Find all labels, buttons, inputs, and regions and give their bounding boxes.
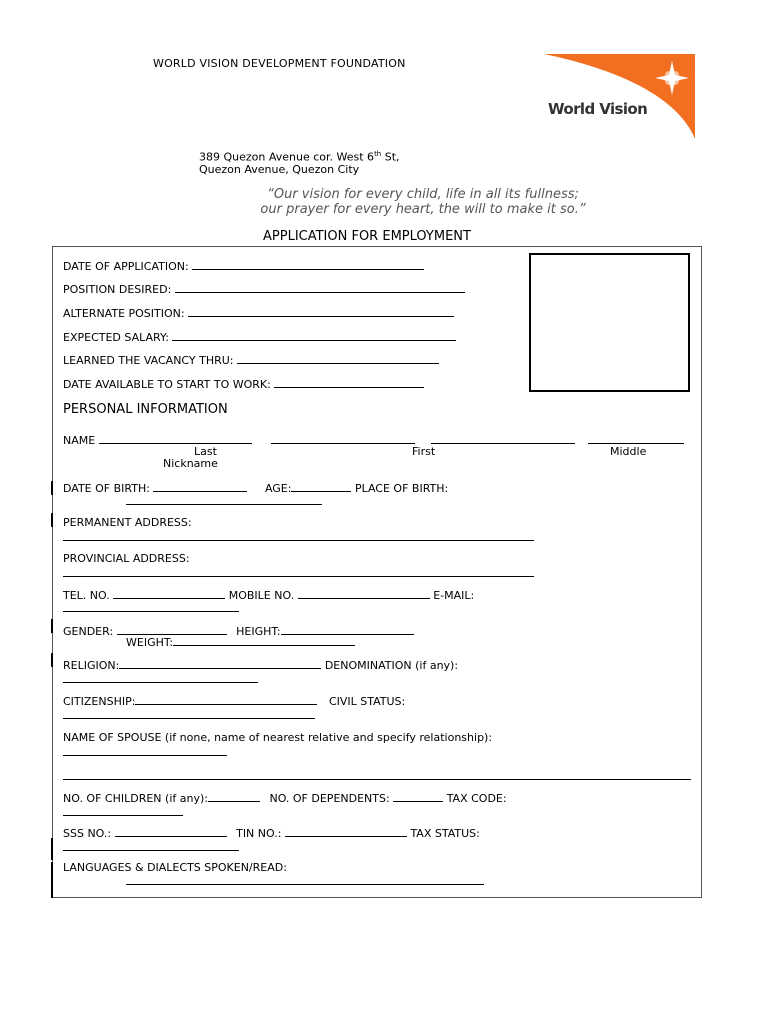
last-name-field[interactable] bbox=[99, 433, 252, 444]
world-vision-logo bbox=[540, 52, 700, 142]
sss-no-field[interactable] bbox=[115, 826, 227, 837]
religion-label: RELIGION: bbox=[63, 659, 120, 672]
position-desired-label: POSITION DESIRED: bbox=[63, 283, 172, 296]
spouse-cont-1 bbox=[63, 745, 227, 759]
denomination-cont bbox=[63, 672, 258, 686]
civil-status-label: CIVIL STATUS: bbox=[328, 695, 406, 708]
provincial-address-field[interactable] bbox=[63, 566, 534, 577]
spouse-field-1[interactable] bbox=[63, 745, 227, 756]
tax-status-cont bbox=[63, 840, 239, 854]
permanent-address-field[interactable] bbox=[63, 530, 534, 541]
expected-salary-field[interactable] bbox=[172, 330, 456, 341]
margin-bar bbox=[51, 619, 53, 633]
weight-label: WEIGHT: bbox=[126, 636, 174, 649]
birth-row bbox=[63, 481, 448, 495]
place-of-birth-field[interactable] bbox=[126, 494, 322, 505]
alternate-position-label: ALTERNATE POSITION: bbox=[63, 307, 185, 320]
logo-wordmark: World Vision bbox=[548, 100, 648, 118]
place-of-birth-label: PLACE OF BIRTH: bbox=[354, 482, 449, 495]
tel-no-label: TEL. NO. bbox=[63, 589, 110, 602]
no-of-children-label: NO. OF CHILDREN (if any): bbox=[63, 792, 208, 805]
address-line-2: Quezon Avenue, Quezon City bbox=[199, 163, 360, 176]
alternate-position-field[interactable] bbox=[188, 306, 454, 317]
civil-status-cont bbox=[63, 708, 315, 722]
date-available-row bbox=[63, 377, 424, 391]
date-available-label: DATE AVAILABLE TO START TO WORK: bbox=[63, 378, 271, 391]
provincial-address-label: PROVINCIAL ADDRESS: bbox=[63, 552, 190, 565]
motto-line-1: “Our vision for every child, life in all its fullness; bbox=[267, 187, 579, 202]
sub-label-first: First bbox=[412, 445, 436, 458]
name-of-spouse-label: NAME OF SPOUSE (if none, name of nearest relative and specify relationship): bbox=[63, 731, 493, 744]
form-title: APPLICATION FOR EMPLOYMENT bbox=[263, 229, 471, 244]
date-of-application-field[interactable] bbox=[192, 259, 424, 270]
spouse-cont-2 bbox=[63, 769, 691, 783]
expected-salary-label: EXPECTED SALARY: bbox=[63, 331, 169, 344]
tin-no-field[interactable] bbox=[285, 826, 407, 837]
tax-code-label: TAX CODE: bbox=[446, 792, 507, 805]
height-field[interactable] bbox=[281, 624, 414, 635]
position-desired-row bbox=[63, 282, 465, 296]
weight-row bbox=[126, 635, 355, 649]
contact-row bbox=[63, 588, 474, 602]
permanent-address-label: PERMANENT ADDRESS: bbox=[63, 516, 192, 529]
email-label: E-MAIL: bbox=[433, 589, 475, 602]
email-cont bbox=[63, 601, 239, 615]
alternate-position-row bbox=[63, 306, 454, 320]
permanent-address-cont bbox=[63, 530, 534, 544]
no-of-children-field[interactable] bbox=[208, 791, 260, 802]
world-vision-logo-mark bbox=[540, 52, 700, 142]
citizenship-row bbox=[63, 694, 405, 708]
languages-label: LANGUAGES & DIALECTS SPOKEN/READ: bbox=[63, 861, 287, 874]
citizenship-label: CITIZENSHIP: bbox=[63, 695, 136, 708]
age-label: AGE: bbox=[264, 482, 292, 495]
tax-code-field[interactable] bbox=[63, 805, 183, 816]
civil-status-field[interactable] bbox=[63, 708, 315, 719]
sss-no-label: SSS NO.: bbox=[63, 827, 112, 840]
mobile-no-label: MOBILE NO. bbox=[228, 589, 295, 602]
gender-field[interactable] bbox=[117, 624, 227, 635]
date-of-birth-label: DATE OF BIRTH: bbox=[63, 482, 150, 495]
name-row bbox=[63, 433, 684, 447]
sub-label-nickname: Nickname bbox=[163, 457, 218, 470]
citizenship-field[interactable] bbox=[135, 694, 317, 705]
email-field[interactable] bbox=[63, 601, 239, 612]
date-of-application-row bbox=[63, 259, 424, 273]
position-desired-field[interactable] bbox=[175, 282, 465, 293]
tax-code-cont bbox=[63, 805, 183, 819]
sss-row bbox=[63, 826, 480, 840]
age-field[interactable] bbox=[291, 481, 351, 492]
expected-salary-row bbox=[63, 330, 456, 344]
margin-bar bbox=[51, 838, 53, 860]
date-available-field[interactable] bbox=[274, 377, 424, 388]
height-label: HEIGHT: bbox=[236, 625, 281, 638]
mobile-no-field[interactable] bbox=[298, 588, 430, 599]
personal-info-heading: PERSONAL INFORMATION bbox=[63, 402, 228, 417]
religion-field[interactable] bbox=[119, 658, 321, 669]
first-name-field[interactable] bbox=[271, 433, 415, 444]
name-label: NAME bbox=[63, 434, 96, 447]
languages-cont bbox=[126, 874, 484, 888]
sub-label-last: Last bbox=[194, 445, 217, 458]
learned-vacancy-field[interactable] bbox=[237, 353, 439, 364]
middle-name-field[interactable] bbox=[431, 433, 575, 444]
address-line-1: 389 Quezon Avenue cor. West 6th St, bbox=[199, 150, 400, 164]
gender-label: GENDER: bbox=[63, 625, 114, 638]
tax-status-label: TAX STATUS: bbox=[410, 827, 480, 840]
learned-vacancy-label: LEARNED THE VACANCY THRU: bbox=[63, 354, 234, 367]
margin-bar bbox=[51, 513, 53, 527]
organization-name: WORLD VISION DEVELOPMENT FOUNDATION bbox=[153, 57, 406, 70]
weight-field[interactable] bbox=[173, 635, 355, 646]
place-of-birth-cont bbox=[126, 494, 322, 508]
tin-no-label: TIN NO.: bbox=[236, 827, 282, 840]
no-of-dependents-field[interactable] bbox=[393, 791, 443, 802]
date-of-application-label: DATE OF APPLICATION: bbox=[63, 260, 189, 273]
children-row bbox=[63, 791, 507, 805]
provincial-address-cont bbox=[63, 566, 534, 580]
nickname-field[interactable] bbox=[588, 433, 684, 444]
denomination-field[interactable] bbox=[63, 672, 258, 683]
motto-line-2: our prayer for every heart, the will to make it so.” bbox=[260, 202, 586, 217]
religion-row bbox=[63, 658, 458, 672]
spouse-field-2[interactable] bbox=[63, 769, 691, 780]
learned-vacancy-row bbox=[63, 353, 439, 367]
sub-label-middle: Middle bbox=[610, 445, 647, 458]
margin-bar bbox=[51, 481, 53, 495]
photo-box[interactable] bbox=[529, 253, 690, 392]
no-of-dependents-label: NO. OF DEPENDENTS: bbox=[269, 792, 390, 805]
margin-bar bbox=[51, 862, 53, 898]
date-of-birth-field[interactable] bbox=[153, 481, 247, 492]
denomination-label: DENOMINATION (if any): bbox=[324, 659, 459, 672]
tax-status-field[interactable] bbox=[63, 840, 239, 851]
tel-no-field[interactable] bbox=[113, 588, 225, 599]
margin-bar bbox=[51, 653, 53, 667]
languages-field[interactable] bbox=[126, 874, 484, 885]
